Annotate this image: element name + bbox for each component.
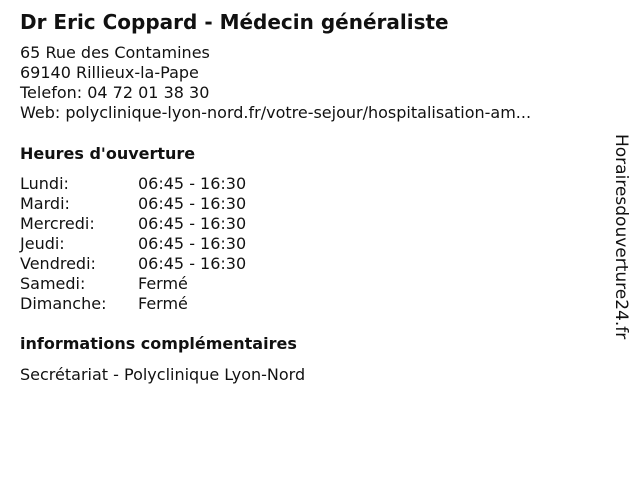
hours-row-thursday bbox=[20, 234, 246, 254]
time-value: 06:45 - 16:30 bbox=[138, 174, 247, 193]
hours-row-monday bbox=[20, 174, 246, 194]
phone-number[interactable]: Telefon: 04 72 01 38 30 bbox=[20, 83, 210, 102]
day-label: Mercredi: bbox=[20, 214, 95, 233]
web-line bbox=[20, 103, 531, 123]
city-address: 69140 Rillieux-la-Pape bbox=[20, 63, 199, 82]
day-label: Dimanche: bbox=[20, 294, 107, 313]
time-value: Fermé bbox=[138, 274, 188, 293]
time-value: 06:45 - 16:30 bbox=[138, 214, 247, 233]
time-value: 06:45 - 16:30 bbox=[138, 234, 247, 253]
hours-row-friday bbox=[20, 254, 246, 274]
time-value: 06:45 - 16:30 bbox=[138, 254, 247, 273]
day-label: Samedi: bbox=[20, 274, 86, 293]
time-value: 06:45 - 16:30 bbox=[138, 194, 247, 213]
page-title: Dr Eric Coppard - Médecin généraliste bbox=[20, 10, 449, 34]
additional-info-heading: informations complémentaires bbox=[20, 334, 297, 353]
day-label: Jeudi: bbox=[20, 234, 65, 253]
hours-row-tuesday bbox=[20, 194, 246, 214]
street-address: 65 Rue des Contamines bbox=[20, 43, 210, 62]
opening-hours-heading: Heures d'ouverture bbox=[20, 144, 196, 163]
address-block bbox=[20, 43, 531, 123]
additional-info-text: Secrétariat - Polyclinique Lyon-Nord bbox=[20, 365, 306, 384]
day-label: Mardi: bbox=[20, 194, 70, 213]
web-label: Web: bbox=[20, 103, 66, 122]
hours-row-saturday bbox=[20, 274, 246, 294]
day-label: Vendredi: bbox=[20, 254, 96, 273]
site-watermark: Horairesdouverture24.fr bbox=[611, 134, 631, 340]
day-label: Lundi: bbox=[20, 174, 69, 193]
opening-hours-list bbox=[20, 174, 246, 314]
website-link[interactable]: polyclinique-lyon-nord.fr/votre-sejour/hospitalisation-am... bbox=[65, 103, 532, 122]
hours-row-wednesday bbox=[20, 214, 246, 234]
hours-row-sunday bbox=[20, 294, 246, 314]
time-value: Fermé bbox=[138, 294, 188, 313]
